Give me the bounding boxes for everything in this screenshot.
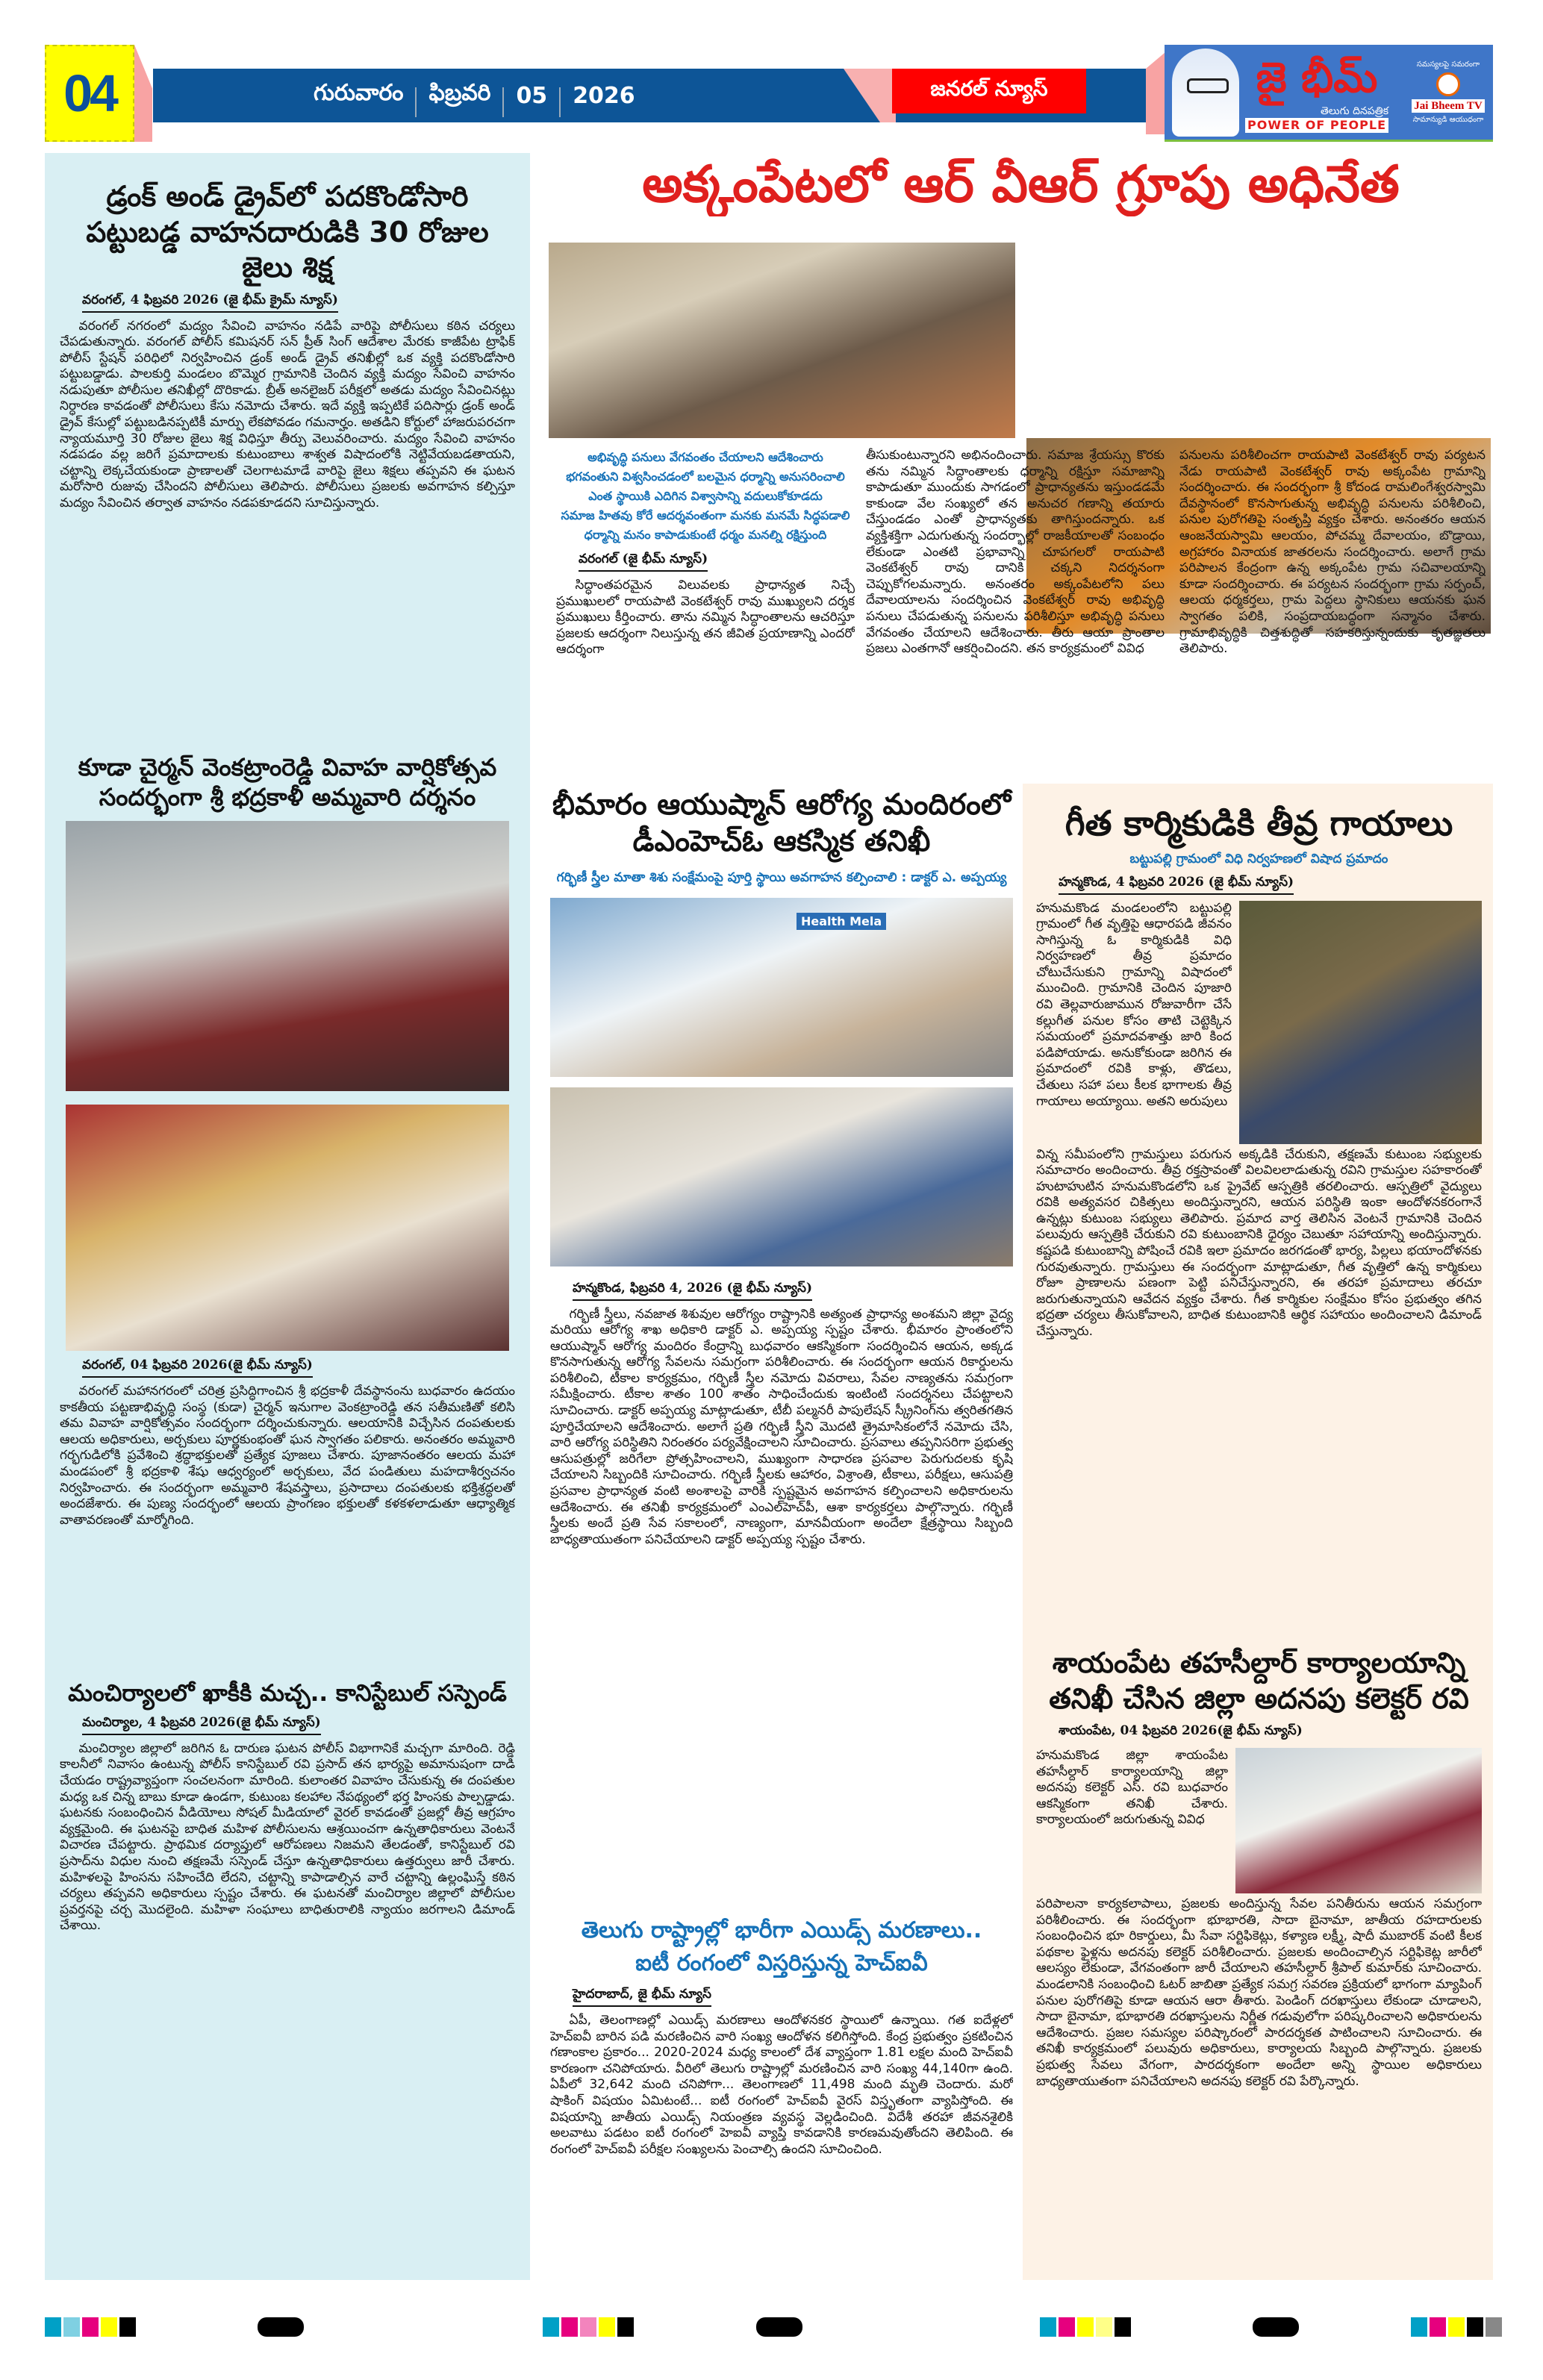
- section-tag: జనరల్ న్యూస్: [892, 69, 1086, 113]
- main-subheads: [556, 448, 855, 545]
- injured-worker-photo: [1239, 901, 1482, 1144]
- article-body: ఏపీ, తెలంగాణల్లో ఎయిడ్స్ మరణాలు ఆందోళనకర స్థాయిలో ఉన్నాయి. గత ఐదేళ్లలో హెచ్ఐవీ బారిన పడి మరణించిన వారి సంఖ్య ఆందోళన కలిగిస్తోంది. కేంద్ర ప్రభుత్వం ప్రకటించిన గణాంకాల ప్రకారం... 2020-2024 మధ్య కాలంలో దేశ వ్యాప్తంగా 1.81 లక్షల మంది హెచ్ఐవీ కారణంగా చనిపోయారు. వీరిలో తెలుగు రాష్ట్రాల్లో మరణించిన వారి సంఖ్య 44,140గా ఉంది. ఏపీలో 32,642 మంది చనిపోగా... తెలంగాణలో 11,498 మంది మృతి చెందారు. మరో షాకింగ్ విషయం ఏమిటంటే... ఐటీ రంగంలో హెచ్ఐవీ వైరస్ విస్తృతంగా వ్యాపిస్తోంది. ఈ విషయాన్ని జాతీయ ఎయిడ్స్ నియంత్రణ వ్యవస్థ వెల్లడించింది. విదేశీ తరహా జీవనశైలికి అలవాటు పడటం ఐటీ రంగంలో హెఐవీ వ్యాప్తి కావడానికి కారణమవుతోందని తెలిపింది. ఈ రంగంలో హెచ్ఐవీ పరీక్షల సంఖ్యలను పెంచాల్సి ఉందని సూచించింది.: [550, 2013, 1013, 2157]
- issue-month: ఫిబ్రవరి: [428, 80, 491, 106]
- article-body: హనుమకొండ మండలంలోని బట్టుపల్లి గ్రామంలో గీత వృత్తిపై ఆధారపడి జీవనం సాగిస్తున్న ఓ కార్మికుడికి విధి నిర్వహణలో తీవ్ర ప్రమాదం చోటుచేసుకుని గ్రామాన్ని విషాదంలో ముంచింది. గ్రామానికి చెందిన పూజారి రవి తెల్లవారుజామున రోజువారీగా చేసే కల్లుగీత పనుల కోసం తాటి చెట్టెక్కిన సమయంలో ప్రమాదవశాత్తు జారి కింద పడిపోయాడు. అనుకోకుండా జరిగిన ఈ ప్రమాదంలో రవికి కాళ్లు, తొడలు, చేతులు సహా పలు కీలక భాగాలకు తీవ్ర గాయాలు అయ్యాయి. అతని అరుపులు: [1036, 900, 1232, 1109]
- issue-year: 2026: [573, 82, 635, 109]
- article-health-inspection: [550, 787, 1013, 1903]
- health-inspection-photo: [550, 1087, 1013, 1266]
- article-dateline: మంచిర్యాల, 4 ఫిబ్రవరి 2026(జై భీమ్ న్యూస్): [82, 1714, 321, 1735]
- article-drunk-drive: [60, 179, 515, 746]
- tv-emblem-icon: [1436, 72, 1460, 96]
- article-headline: [550, 1914, 1013, 1980]
- registration-mark: [1253, 2317, 1299, 2337]
- color-registration-bar: [45, 2317, 136, 2337]
- article-body: మంచిర్యాల జిల్లాలో జరిగిన ఓ దారుణ ఘటన పోలీస్ విభాగానికే మచ్చగా మారింది. రెడ్డి కాలనీలో నివాసం ఉంటున్న పోలీస్ కానిస్టేబుల్ రవి ప్రసాద్ తన భార్యపై అమానుషంగా దాడి చేయడం రాష్ట్రవ్యాప్తంగా సంచలనంగా మారింది. కులాంతర వివాహం చేసుకున్న ఈ దంపతుల మధ్య ఒక చిన్న బాబు కూడా ఉండగా, కుటుంబ కలహాల నేపథ్యంలో భర్త హింసకు పాల్పడ్డాడు. ఘటనకు సంబంధించిన వీడియోలు సోషల్ మీడియాలో వైరల్ కావడంతో ప్రజల్లో తీవ్ర ఆగ్రహం వ్యక్తమైంది. ఈ ఘటనపై బాధిత మహిళ పోలీసులను ఆశ్రయించగా ఉన్నతాధికారులు వెంటనే విచారణ చేపట్టారు. ప్రాథమిక దర్యాప్తులో ఆరోపణలు నిజమని తేలడంతో, కానిస్టేబుల్ రవి ప్రసాద్‌ను విధుల నుంచి తక్షణమే సస్పెండ్ చేస్తూ ఉన్నతాధికారులు ఉత్తర్వులు జారీ చేశారు. మహిళలపై హింసను సహించేది లేదని, చట్టాన్ని కాపాడాల్సిన వారే చట్టాన్ని ఉల్లంఘిస్తే కఠిన చర్యలు తప్పవని అధికారులు స్పష్టం చేశారు. ఈ ఘటనతో మంచిర్యాల జిల్లాలో పోలీసుల ప్రవర్తనపై చర్చ మొదలైంది. మహిళా సంఘాలు బాధితురాలికి న్యాయం జరగాలని డిమాండ్ చేశాయి.: [60, 1740, 515, 1934]
- article-dateline: హైదరాబాద్, జై భీమ్ న్యూస్: [573, 1986, 711, 2007]
- tahsildar-office-photo: [1235, 1748, 1482, 1893]
- registration-mark: [258, 2317, 304, 2337]
- masthead-logo: [1165, 45, 1493, 142]
- article-body: పరిపాలనా కార్యకలాపాలు, ప్రజలకు అందిస్తున్న సేవల పనితీరును ఆయన సమగ్రంగా పరిశీలించారు. ఈ సందర్భంగా భూభారతి, సాదా బైనామా, జాతీయ రహదారులకు సంబంధించిన భూ రికార్డులు, మీ సేవా సర్టిఫికెట్లు, కళ్యాణ లక్ష్మీ, షాదీ ముబారక్ వంటి కీలక పథకాల ఫైళ్లను అదనపు కలెక్టర్ పరిశీలించారు. ప్రజలకు అందించాల్సిన సర్టిఫికెట్ల జారీలో ఆలస్యం లేకుండా, వేగవంతంగా జారీ చేయాలని తహసీల్దార్ శ్రీపాల్ కుమార్‌కు సూచించారు. మండలానికి సంబంధించి ఓటర్ జాబితా ప్రత్యేక సమగ్ర సవరణ ప్రక్రియలో భాగంగా మ్యాపింగ్ పనుల పురోగతిపై కూడా ఆయన ఆరా తీశారు. పెండింగ్ దరఖాస్తులు లేకుండా చూడాలని, సాదా బైనామా, భూభారతి దరఖాస్తులను నిర్ణీత గడువులోగా పరిష్కరించాలని అధికారులను ఆదేశించారు. ప్రజల సమస్యల పరిష్కారంలో పారదర్శకత పాటించాలని సూచించారు. ఈ తనిఖీ కార్యక్రమంలో పలువురు అధికారులు, కార్యాలయ సిబ్బంది పాల్గొన్నారు. ప్రజలకు ప్రభుత్వ సేవలు వేగంగా, పారదర్శకంగా అందేలా అన్ని స్థాయిల అధికారులు బాధ్యతాయుతంగా పనిచేయాలని అదనపు కలెక్టర్ రవి పేర్కొన్నారు.: [1036, 1896, 1482, 2089]
- article-headline: గీత కార్మికుడికి తీవ్ర గాయాలు: [1064, 803, 1453, 843]
- ambedkar-portrait-icon: [1172, 49, 1239, 137]
- issue-date: [314, 69, 635, 122]
- article-collector-inspection: [1036, 1646, 1482, 2269]
- article-body: హనుమకొండ జిల్లా శాయంపేట తహసీల్దార్ కార్యాలయాన్ని జిల్లా అదనపు కలెక్టర్ ఎస్. రవి బుధవారం ఆకస్మికంగా తనిఖీ చేశారు. కార్యాలయంలో జరుగుతున్న వివిధ: [1036, 1748, 1228, 1828]
- article-subhead: గర్భిణీ స్త్రీల మాతా శిశు సంక్షేమంపై పూర్తి స్థాయి అవగాహన కల్పించాలి : డాక్టర్ ఎ. అప్పయ్య: [556, 869, 1007, 885]
- health-mela-banner: Health Mela: [797, 913, 886, 930]
- article-body: సిద్ధాంతపరమైన విలువలకు ప్రాధాన్యత నిచ్చే ప్రముఖులలో రాయపాటి వెంకటేశ్వర్ రావు ముఖ్యులని దర్శక ప్రముఖులు కీర్తించారు. తాను నమ్మిన సిద్ధాంతాలను ఆచరిస్తూ ప్రజలకు ఆదర్శంగా నిలుస్తున్న తన జీవిత ప్రయాణాన్ని ఎందరో ఆదర్శంగా: [556, 578, 855, 658]
- main-story-col1: [556, 448, 855, 776]
- color-registration-bar: [543, 2317, 634, 2337]
- article-headline: కూడా చైర్మన్ వెంకట్రాంరెడ్డి వివాహ వార్షికోత్సవ సందర్భంగా శ్రీ భద్రకాళీ అమ్మవారి దర్శనం: [78, 753, 497, 811]
- main-story-col3: [1179, 448, 1486, 776]
- article-dateline: హన్మకొండ, 4 ఫిబ్రవరి 2026 (జై భీమ్ న్యూస్): [1059, 874, 1294, 895]
- group-felicitation-photo: [549, 243, 1015, 438]
- article-body: వరంగల్ మహానగరంలో చరిత్ర ప్రసిద్ధిగాంచిన శ్రీ భద్రకాళీ దేవస్థానంను బుధవారం ఉదయం కాకతీయ పట్టణాభివృద్ధి సంస్థ (కుడా) చైర్మన్ ఇనుగాల వెంకట్రాంరెడ్డి తన సతీమణితో కలిసి తమ వివాహ వార్షికోత్సవం సందర్భంగా దర్శించుకున్నారు. ఆలయానికి విచ్చేసిన దంపతులకు ఆలయ అధికారులు, అర్చకులు పూర్ణకుంభంతో ఘన స్వాగతం పలికారు. అనంతరం అమ్మవారి గర్భగుడిలోకి ప్రవేశించి శ్రద్ధాభక్తులతో ప్రత్యేక పూజలు చేశారు. పూజానంతరం ఆలయ మహా మండపంలో శ్రీ భద్రకాళి శేషు ఆధ్వర్యంలో అర్చకులు, వేద పండితులు మహదాశీర్వచనం నిర్వహించారు. ఈ సందర్భంగా అమ్మవారి శేషవస్త్రాలు, ప్రసాదాలు దంపతులకు భక్తిశ్రద్ధలతో అందజేశారు. ఈ పుణ్య సందర్భంలో ఆలయ ప్రాంగణం భక్తులతో కళకళలాడుతూ ఆధ్యాత్మిక వాతావరణంతో మార్మోగింది.: [60, 1384, 515, 1528]
- logo-title: జై భీమ్: [1256, 53, 1378, 102]
- article-body: గర్భిణీ స్త్రీలు, నవజాత శిశువుల ఆరోగ్యం రాష్ట్రానికి అత్యంత ప్రాధాన్య అంశమని జిల్లా వైద్య మరియు ఆరోగ్య శాఖ అధికారి డాక్టర్ ఎ. అప్పయ్య స్పష్టం చేశారు. భీమారం ప్రాంతంలోని ఆయుష్మాన్ ఆరోగ్య మందిరం కేంద్రాన్ని బుధవారం ఆకస్మికంగా సందర్శించిన ఆయన, అక్కడ కొనసాగుతున్న ఆరోగ్య సేవలను సమగ్రంగా పరిశీలించారు. ఈ సందర్భంగా ఆయన రికార్డులను పరిశీలించి, టీకాల కార్యక్రమం, గర్భిణీ స్త్రీల నమోదు వివరాలు, సేవల నాణ్యతను సమగ్రంగా సమీక్షించారు. టీకాల శాతం 100 శాతం సాధించేందుకు ఇంటింటి సందర్శనలు చేపట్టాలని సూచించారు. డాక్టర్ అప్పయ్య మాట్లాడుతూ, టీబీ పల్మనరీ పాపులేషన్ స్క్రీనింగ్‌ను త్వరితగతిన పూర్తిచేయాలని ఆదేశించారు. అలాగే ప్రతి గర్భిణీ స్త్రీని మొదటి త్రైమాసికంలోనే నమోదు చేసి, వారి ఆరోగ్య పరిస్థితిని నిరంతరం పర్యవేక్షించాలని సూచించారు. ప్రసవాలు తప్పనిసరిగా ప్రభుత్వ ఆసుపత్రుల్లో జరిగేలా ప్రోత్సహించాలని, ముఖ్యంగా సాధారణ ప్రసవాల పెరుగుదలకు కృషి చేయాలని సిబ్బందికి సూచించారు. గర్భిణీ స్త్రీలకు ఆహారం, విశ్రాంతి, టీకాలు, పరీక్షలు, ఆసుపత్రి ప్రసవాల ప్రాధాన్యత వంటి అంశాలపై వారికి స్పష్టమైన అవగాహన కల్పించాలని అధికారులను ఆదేశించారు. ఈ తనిఖీ కార్యక్రమంలో ఎంఎల్‌హెచ్‌పీ, ఆశా కార్యకర్తలు పాల్గొన్నారు. గర్భిణీ స్త్రీలకు అందే ప్రతి సేవ సకాలంలో, నాణ్యంగా, మానవీయంగా అందేలా క్షేత్రస్థాయి సిబ్బంది బాధ్యతాయుతంగా పనిచేయాలని డాక్టర్ అప్పయ్య స్పష్టం చేశారు.: [550, 1306, 1013, 1547]
- color-registration-bar: [1411, 2317, 1502, 2337]
- main-headline: అక్కంపేటలో ఆర్ వీఆర్ గ్రూపు అధినేత: [642, 155, 1400, 214]
- tv-top-text: సమస్యలపై సమరంగా: [1416, 60, 1480, 69]
- temple-blessing-photo: [66, 1105, 509, 1351]
- article-headline: మంచిర్యాలలో ఖాకీకి మచ్చ.. కానిస్టేబుల్ సస్పెండ్: [68, 1680, 507, 1707]
- subhead: అభివృద్ధి పనులు వేగవంతం చేయాలని ఆదేశించారు: [587, 450, 823, 464]
- article-constable-suspend: [60, 1679, 515, 2269]
- page-number-edge: [134, 45, 152, 142]
- subhead: ఎంత స్థాయికి ఎదిగిన విశ్వాసాన్ని వదులుకోకూడదు: [588, 489, 823, 503]
- article-aids: [550, 1914, 1013, 2254]
- article-body: విన్న సమీపంలోని గ్రామస్తులు పరుగున అక్కడికి చేరుకుని, తక్షణమే కుటుంబ సభ్యులకు సమాచారం అందించారు. తీవ్ర రక్తస్రావంతో విలవిలలాడుతున్న రవిని గ్రామస్తుల సహకారంతో హుటాహుటిన హనుమకొండలోని ఒక ప్రైవేట్ ఆస్పత్రికి తరలించారు. ఆస్పత్రిలో వైద్యులు రవికి అత్యవసర చికిత్సలు అందిస్తున్నారని, ఆయన పరిస్థితి ఇంకా ఆందోళనకరంగానే ఉన్నట్లు కుటుంబ సభ్యులు తెలిపారు. ప్రమాద వార్త తెలిసిన వెంటనే గ్రామానికి చెందిన పలువురు ఆస్పత్రికి చేరుకుని రవి కుటుంబానికి ధైర్యం చెబుతూ సహాయాన్ని అందిస్తున్నారు. కష్టపడి కుటుంబాన్ని పోషించే రవికి ఇలా ప్రమాదం జరగడంతో భార్య, పిల్లలు భయాందోళనకు గురవుతున్నారు. గ్రామస్తులు ఈ సందర్భంగా మాట్లాడుతూ, గీత వృత్తిలో ఉన్న కార్మికులు రోజూ ప్రాణాలను పణంగా పెట్టి పనిచేస్తున్నారని, ఈ తరహా ప్రమాదాలు తరచూ జరుగుతున్నాయని ఆవేదన వ్యక్తం చేశారు. గీత కార్మికుల సంక్షేమం కోసం ప్రభుత్వం తగిన భద్రతా చర్యలు తీసుకోవాలని, బాధిత కుటుంబానికి ఆర్థిక సహాయం అందించాలని డిమాండ్ చేస్తున్నారు.: [1036, 1146, 1482, 1340]
- headline-line: తెలుగు రాష్ట్రాల్లో భారీగా ఎయిడ్స్ మరణాలు..: [581, 1917, 982, 1943]
- tv-bottom-text: సామాన్యుడి ఆయుధంగా: [1412, 115, 1484, 124]
- registration-mark: [756, 2317, 802, 2337]
- article-body: తీసుకుంటున్నారని అభినందించారు. సమాజ శ్రేయస్సు కొరకు తను నమ్మిన సిద్ధాంతాలకు ధర్మాన్ని రక్షిస్తూ సమాజాన్ని కాపాడుతూ ముందుకు సాగడంలో ప్రాధాన్యతను ఇస్తుండడమే కాకుండా వేల సంఖ్యలో తన అనుచర గణాన్ని తయారు చేస్తుండడం ఎంతో ప్రాధాన్యతకు తాగిస్తుందన్నారు. ఒక వ్యక్తిశక్తిగా ఎదుగుతున్న సందర్భాల్లో రాజకీయాలతో సంబంధం లేకుండా ఎంతటి ప్రభావాన్ని చూపగలరో రాయపాటి వెంకటేశ్వర్ రావు దానికి చక్కని నిదర్శనంగా చెప్పుకోగలమన్నారు. అనంతరం అక్కంపేటలోని పలు దేవాలయాలను సందర్శించిన వెంకటేశ్వర్ రావు అభివృద్ధి పనులు చేపడుతున్న పనులను పరిశీలిస్తూ అభివృద్ధి పనులు వేగవంతం చేయాలని ఆదేశించారు. తీరు ఆయా ప్రాంతాల ప్రజలు ఎంతగానో ఆకర్షించిందని. తన కార్యక్రమంలో వివిధ: [866, 448, 1165, 657]
- article-toddy-tapper: [1036, 802, 1482, 1638]
- article-temple-visit: [60, 752, 515, 1670]
- health-center-photo: [550, 898, 1013, 1077]
- article-dateline: హన్మకొండ, ఫిబ్రవరి 4, 2026 (జై భీమ్ న్యూస్): [573, 1280, 812, 1301]
- article-body: పనులను పరిశీలించగా రాయపాటి వెంకటేశ్వర్ రావు పర్యటన నేడు రాయపాటి వెంకటేశ్వర్ రావు అక్కంపేట గ్రామాన్ని సందర్శించారు. ఈ సందర్భంగా శ్రీ కోదండ రామలింగేశ్వరస్వామి దేవస్థానంలో కొనసాగుతున్న అభివృద్ధి పనులను పరిశీలించి, పనుల పురోగతిపై సంతృప్తి వ్యక్తం చేశారు. అనంతరం ఆయన ఆంజనేయస్వామి ఆలయం, పోచమ్మ దేవాలయం, బొడ్రాయి, అగ్రహారం వినాయక జాతరలను సందర్శించారు. అలాగే గ్రామ పరిపాలన కేంద్రంగా ఉన్న అక్కంపేట గ్రామ సచివాలయాన్ని కూడా సందర్శించారు. ఈ పర్యటన సందర్భంగా గ్రామ సర్పంచ్, ఆలయ ధర్మకర్తలు, గ్రామ పెద్దలు స్థానికులు ఆయనకు ఘన స్వాగతం పలికి, సంప్రదాయబద్ధంగా సన్మానం చేశారు. గ్రామాభివృద్ధికి చిత్తశుద్ధితో సహకరిస్తున్నందుకు కృతజ్ఞతలు తెలిపారు.: [1179, 448, 1486, 657]
- article-headline: భీమారం ఆయుష్మాన్ ఆరోగ్య మందిరంలో డీఎంహెచ్ఓ ఆకస్మిక తనిఖీ: [552, 788, 1011, 858]
- main-story-col2: [866, 448, 1165, 776]
- article-headline: డ్రంక్ అండ్ డ్రైవ్‌లో పదకొండోసారి పట్టుబడ్డ వాహనదారుడికి 30 రోజుల జైలు శిక్ష: [86, 180, 489, 284]
- issue-date-num: 05: [516, 82, 548, 109]
- article-dateline: వరంగల్, 04 ఫిబ్రవరి 2026(జై భీమ్ న్యూస్): [82, 1357, 313, 1378]
- tv-name: Jai Bheem TV: [1412, 99, 1484, 113]
- color-registration-bar: [1040, 2317, 1131, 2337]
- subhead: భగవంతుని విశ్వసించడంలో బలమైన ధర్మాన్ని అనుసరించాలి: [566, 469, 845, 484]
- temple-visit-photo: [66, 821, 509, 1091]
- logo-subtitle: తెలుగు దినపత్రిక: [1320, 104, 1389, 117]
- article-body: వరంగల్ నగరంలో మద్యం సేవించి వాహనం నడిపే వారిపై పోలీసులు కఠిన చర్యలు చేపడుతున్నారు. వరంగల్ పోలీస్ కమిషనర్ సన్ ప్రీత్ సింగ్ ఆదేశాల మేరకు కాజీపేట ట్రాఫిక్ పోలీస్ స్టేషన్ పరిధిలో నిర్వహించిన డ్రంక్ అండ్ డ్రైవ్ తనిఖీల్లో ఒక వ్యక్తి పదకొండోసారి పట్టుబడ్డాడు. పాలకుర్తి మండలం బొమ్మెర గ్రామానికి చెందిన వ్యక్తి మద్యం సేవించి వాహనం నడుపుతూ పోలీసుల తనిఖీల్లో దొరికాడు. బ్రీత్ అనలైజర్ పరీక్షలో అతడు మద్యం సేవించినట్లు నిర్ధారణ కావడంతో పోలీసులు కేసు నమోదు చేశారు. ఇదే వ్యక్తి ఇప్పటికే పదిసార్లు డ్రంక్ అండ్ డ్రైవ్ కేసుల్లో పట్టుబడినప్పటికీ మార్పు లేకపోవడం గమనార్హం. అతడిని కోర్టులో హాజరుపరచగా న్యాయమూర్తి 30 రోజుల జైలు శిక్ష విధిస్తూ తీర్పు వెలువరించారు. మద్యం సేవించి వాహనం నడపడం వల్ల జరిగే ప్రమాదాలకు కుటుంబాలు శాశ్వత విషాదంలోకి నెట్టివేయబడతాయని, చట్టాన్ని లెక్కచేయకుండా ప్రాణాలతో చెలగాటమాడే వారిపై జైలు శిక్షలు తప్పవని ఈ ఘటన మరోసారి రుజువు చేసిందని పోలీసులు తెలిపారు. పోలీసులు ప్రజలకు అవగాహన కల్పిస్తూ మద్యం సేవించిన తర్వాత వాహనం నడపకూడదని సూచిస్తున్నారు.: [60, 318, 515, 511]
- jai-bheem-tv-logo: [1411, 60, 1486, 125]
- subhead: ధర్మాన్ని మనం కాపాడుకుంటే ధర్మం మనల్ని రక్షిస్తుంది: [584, 528, 827, 542]
- page-number: 04: [45, 45, 134, 142]
- subhead: సమాజ హితవు కోరే ఆదర్శవంతంగా మనకు మనమే సిద్ధపడాలి: [561, 508, 850, 522]
- article-headline: శాయంపేట తహసీల్దార్ కార్యాలయాన్ని తనిఖీ చేసిన జిల్లా అదనపు కలెక్టర్ రవి: [1049, 1646, 1469, 1715]
- headline-line: ఐటీ రంగంలో విస్తరిస్తున్న హెచ్ఐవీ: [635, 1950, 928, 1976]
- logo-edge: [1146, 52, 1165, 134]
- issue-day: గురువారం: [314, 80, 404, 106]
- article-dateline: శాయంపేట, 04 ఫిబ్రవరి 2026(జై భీమ్ న్యూస్): [1059, 1723, 1303, 1738]
- article-subhead: బట్టుపల్లి గ్రామంలో విధి నిర్వహణలో విషాద ప్రమాదం: [1129, 851, 1388, 866]
- article-dateline: వరంగల్ (జై భీమ్ న్యూస్): [579, 551, 708, 572]
- logo-tagline: POWER OF PEOPLE: [1245, 118, 1388, 133]
- article-dateline: వరంగల్, 4 ఫిబ్రవరి 2026 (జై భీమ్ క్రైమ్ న్యూస్): [82, 292, 338, 313]
